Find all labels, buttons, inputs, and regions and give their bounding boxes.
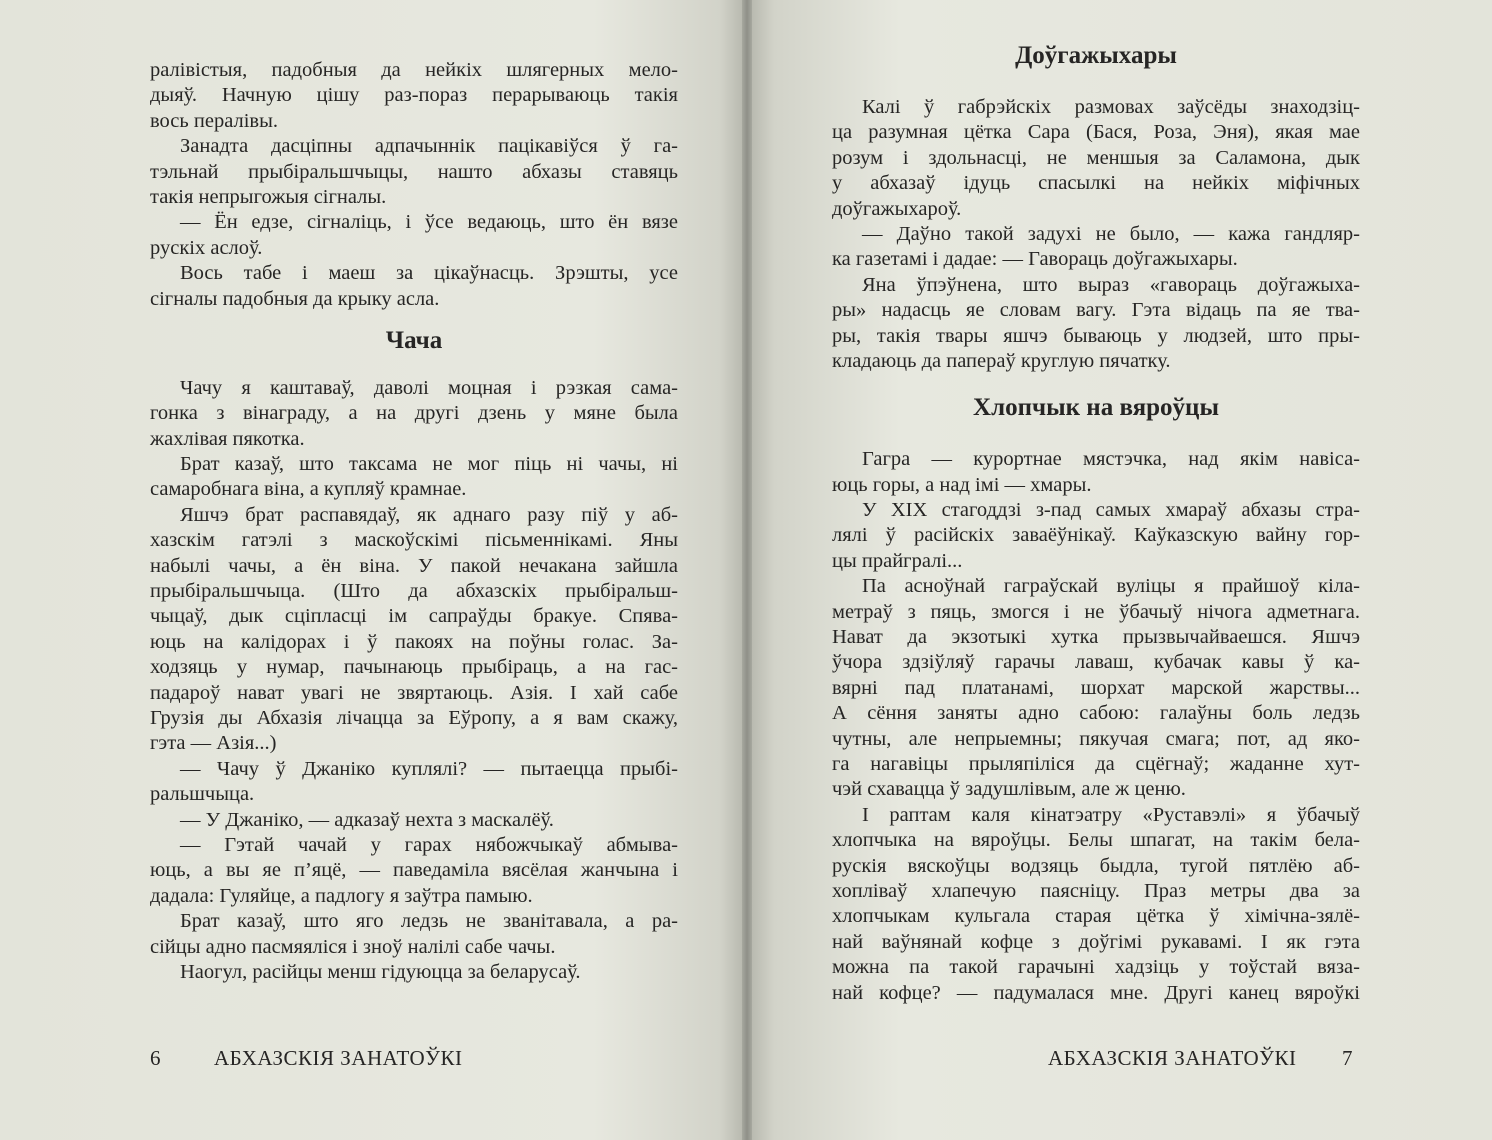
text-line: най кофце? — падумалася мне. Другі канец вяроўкі [832,981,1360,1004]
text-line: гэта — Азія...) [150,732,277,755]
text-line: Грузія ды Абхазія лічацца за Еўропу, а я вам скажу, [150,706,678,729]
section-title-khlopchyk: Хлопчык на вяроўцы [973,394,1219,422]
text-line: кладаюць да папераў круглую пячатку. [832,349,1171,372]
text-line: ка газетамі і дадае: — Гавораць доўгажыхары. [832,248,1238,271]
text-line: розум і здольнасці, не меншыя за Саламона, дык [832,146,1360,169]
text-line: ры» надасць яе словам вагу. Гэта відаць па яе тва- [832,299,1360,322]
text-line: хопліваў хлапечую паясніцу. Праз метры два за [832,879,1360,902]
text-line: юць, а вы яе п’яцё, — паведаміла вясёлая жанчына і [150,859,678,882]
text-line: прыбіральшчыца. (Што да абхазскіх прыбіральш- [150,580,678,603]
text-line: хазскім гатэлі з маскоўскімі пісьменнікамі. Яны [150,529,678,552]
text-line: метраў з пяць, змогся і не ўбачыў нічога адметнага. [832,600,1360,623]
text-line: юць горы, а над імі — хмары. [832,473,1092,496]
left-page [0,0,742,1140]
text-line: чэй схавацца ў задушлівым, але ж ценю. [832,778,1186,801]
text-line: Калі ў габрэйскіх размовах заўсёды знаходзіц- [862,96,1360,118]
text-line: дадала: Гуляйце, а падлогу я заўтра памыю. [150,884,533,907]
text-line: рускіх аслоў. [150,236,263,259]
text-line: хлопчыка на вяроўцы. Белы шпагат, на такім бела- [832,829,1360,852]
text-line: у абхазаў ідуць спасылкі на нейкіх міфічных [832,172,1360,195]
text-line: — Даўно такой задухі не было, — кажа гандляр- [862,222,1360,245]
book-gutter [742,0,752,1140]
text-line: сійцы адно пасмяяліся і зноў налілі сабе чачы. [150,935,556,958]
text-line: чутны, але непрыемны; пякучая смага; пот, ад яко- [832,727,1360,750]
text-line: — Чачу ў Джаніко куплялі? — пытаецца прыбі- [180,757,678,780]
text-line: ральшчыца. [150,783,255,806]
text-line: сігналы падобныя да крыку асла. [150,287,440,310]
left-text-column [150,58,678,985]
text-line: цы прайгралі... [832,549,963,572]
text-line: І раптам каля кінатэатру «Руставэлі» я ўбачыў [862,803,1360,826]
text-line: доўгажыхароў. [832,197,962,220]
text-line: ходзяць у нумар, пачынаюць прыбіраць, а на гас- [150,656,678,679]
text-line: Вось табе і маеш за цікаўнасць. Зрэшты, усе [180,262,678,285]
text-line: гонка з вінаграду, а на другі дзень у мяне была [150,402,678,425]
left-running-head: АБХАЗСКІЯ ЗАНАТОЎКІ [214,1046,463,1070]
text-line: чыцаў, дык сціпласці ім сапраўды бракуе. Спява- [150,605,678,628]
text-line: ўчора здзіўляў гарачы лаваш, кубачак кавы ў ка- [832,651,1360,674]
text-line: Чачу я каштаваў, даволі моцная і рэзкая сама- [180,376,678,399]
text-line: Гагра — курортнае мястэчка, над якім навіса- [862,448,1360,471]
text-line: Брат казаў, што яго ледзь не званітавала, а ра- [180,910,678,933]
text-line: жахлівая пякотка. [150,427,305,450]
right-page-number: 7 [1342,1046,1353,1070]
text-line: Яшчэ брат распавядаў, як аднаго разу піў у аб- [180,503,678,526]
section-text-khlopchyk [832,447,1360,1006]
text-line: рускія вяскоўцы водзяць быдла, тугой пятлёю аб- [832,854,1360,877]
text-line: такія непрыгожыя сігналы. [150,185,387,208]
text-line: Яна ўпэўнена, што выраз «гавораць доўгажыха- [862,273,1360,296]
section-title-dougazhykhary: Доўгажыхары [1015,42,1177,69]
text-line: Наогул, расійцы менш гідуюцца за беларусаў. [180,960,581,983]
section-title-chacha: Чача [385,326,443,354]
text-line: — Гэтай чачай у гарах нябожчыкаў абмыва- [180,833,678,856]
text-line: А сёння заняты адно сабою: галаўны боль ледзь [832,702,1360,725]
text-line: падароў нават увагі не звяртаюць. Азія. І хай сабе [150,681,678,704]
right-text-column [832,42,1360,1006]
text-line: вось пералівы. [150,109,278,132]
text-line: най ваўнянай кофце з доўгімі рукавамі. І як гэта [832,930,1360,953]
left-page-number: 6 [150,1046,161,1070]
right-page [752,0,1492,1140]
text-line: Нават да экзотыкі хутка прызвычайваешся. Яшчэ [832,626,1360,649]
text-line: хлопчыкам кульгала старая цётка ў хімічна-зялё- [832,905,1360,928]
text-line: тэльнай прыбіральшчыцы, нашто абхазы ставяць [150,160,678,183]
text-line: ралівістыя, падобныя да нейкіх шлягерных мело- [150,59,678,81]
text-line: — У Джаніко, — адказаў нехта з маскалёў. [180,808,554,831]
left-intro-text [150,58,678,312]
text-line: самаробнага віна, а купляў крамнае. [150,478,467,501]
text-line: ца разумная цётка Сара (Бася, Роза, Эня), якая мае [832,121,1360,144]
text-line: набылі чачы, а ён віна. У пакой нечакана зайшла [150,554,678,577]
text-line: можна па такой гарачыні хадзіць у тоўстай вяза- [832,956,1360,979]
text-line: ры, такія твары яшчэ бываюць у людзей, што пры- [832,324,1360,347]
text-line: У XIX стагоддзі з-пад самых хмараў абхазы стра- [862,499,1360,522]
text-line: Занадта дасціпны адпачыннік пацікавіўся ў га- [180,135,678,158]
text-line: Брат казаў, што таксама не мог піць ні чачы, ні [180,453,678,476]
text-line: га нагавіцы прыляпіліся да сцёгнаў; жаданне хут- [832,752,1360,775]
section-text-dougazhykhary [832,95,1360,374]
text-line: — Ён едзе, сігналіць, і ўсе ведаюць, што ён вязе [180,211,678,234]
text-line: юць на калідорах і ў пакоях на поўны голас. За- [150,630,678,653]
text-line: дыяў. Начную цішу раз-пораз перарываюць такія [150,84,678,107]
text-line: вярні пад платанамі, шорхат марской жарствы... [832,676,1360,699]
section-text-chacha [150,376,678,985]
right-running-head: АБХАЗСКІЯ ЗАНАТОЎКІ [1048,1046,1297,1070]
text-line: лялі ў расійскіх заваёўнікаў. Каўказскую вайну гор- [832,524,1360,547]
text-line: Па асноўнай гаграўскай вуліцы я прайшоў кіла- [862,575,1360,598]
